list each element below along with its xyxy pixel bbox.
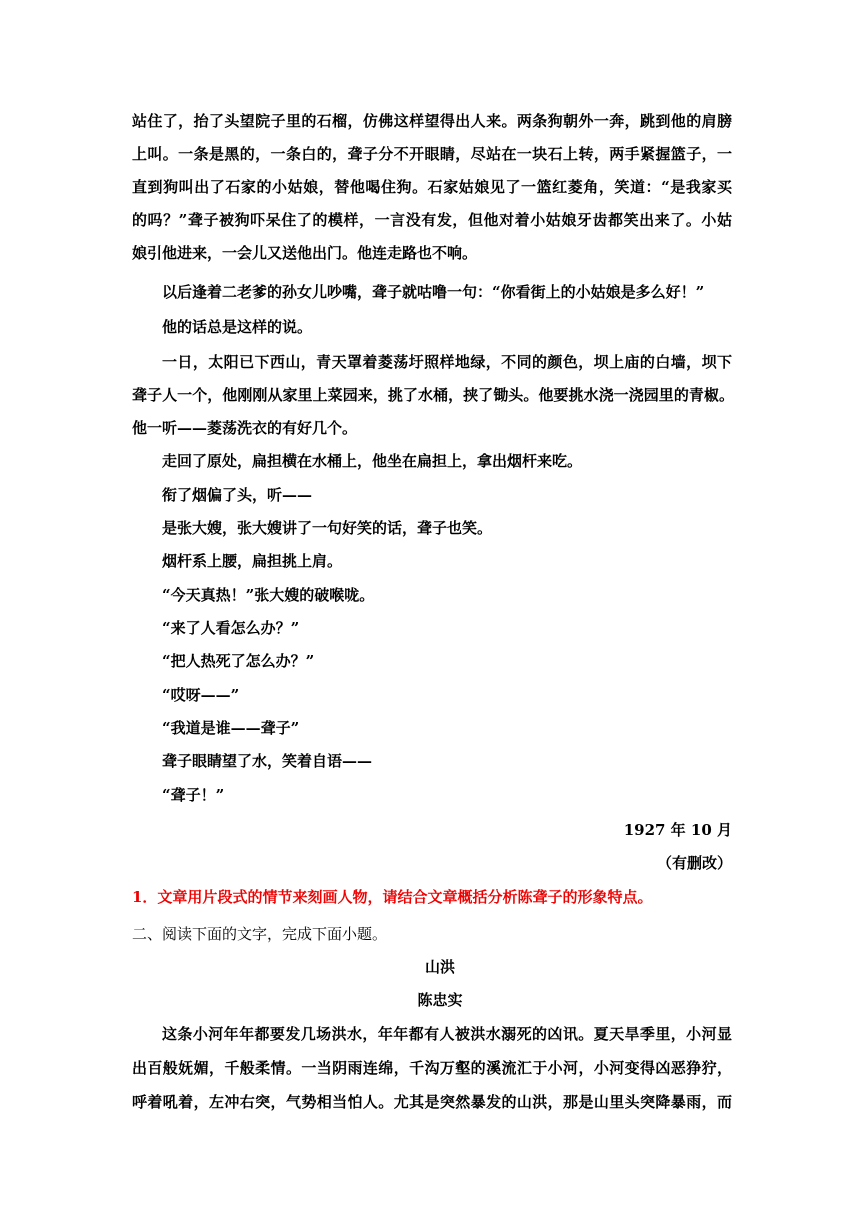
story-dialogue: “把人热死了怎么办？” — [162, 652, 315, 670]
story-dialogue: “哎呀——” — [162, 686, 240, 704]
story-paragraph-line: 聋子人一个，他刚刚从家里上菜园来，挑了水桶，挟了锄头。他要挑水浇一浇园里的青椒。 — [132, 386, 734, 404]
article-title: 山洪 — [424, 958, 455, 976]
story-paragraph-line: 的吗？”聋子被狗吓呆住了的模样，一言没有发，但他对着小姑娘牙齿都笑出来了。小姑 — [132, 211, 732, 229]
story-dialogue: “今天真热！”张大嫂的破喉咙。 — [162, 586, 375, 604]
story-paragraph: 烟杆系上腰，扁担挑上肩。 — [162, 552, 343, 570]
story-dialogue: “聋子！” — [162, 786, 225, 804]
article-paragraph-line: 这条小河年年都要发几场洪水，年年都有人被洪水溺死的凶讯。夏天旱季里，小河显 — [162, 1025, 732, 1043]
story-dialogue: “来了人看怎么办？” — [162, 619, 300, 637]
story-paragraph-line: 他一听——菱荡洗衣的有好几个。 — [132, 419, 358, 437]
section-heading: 二、阅读下面的文字，完成下面小题。 — [132, 925, 388, 943]
story-paragraph-line: 站住了，抬了头望院子里的石榴，仿佛这样望得出人来。两条狗朝外一奔，跳到他的肩膀 — [132, 112, 732, 130]
story-paragraph: 聋子眼睛望了水，笑着自语—— — [162, 752, 373, 770]
story-paragraph: 是张大嫂，张大嫂讲了一句好笑的话，聋子也笑。 — [162, 519, 493, 537]
story-dialogue: “我道是谁——聋子” — [162, 719, 300, 737]
story-note: （有删改） — [656, 854, 732, 872]
article-author: 陈忠实 — [417, 991, 463, 1009]
story-paragraph-line: 直到狗叫出了石家的小姑娘，替他喝住狗。石家姑娘见了一篮红菱角，笑道：“是我家买 — [132, 178, 732, 196]
story-paragraph-line: 一日，太阳已下西山，青天罩着菱荡圩照样地绿，不同的颜色，坝上庙的白墙，坝下 — [162, 353, 732, 371]
story-paragraph-line: 娘引他进来，一会儿又送他出门。他连走路也不响。 — [132, 244, 478, 262]
story-paragraph: 他的话总是这样的说。 — [162, 318, 313, 336]
story-paragraph-line: 上叫。一条是黑的，一条白的，聋子分不开眼睛，尽站在一块石上转，两手紧握篮子，一 — [132, 145, 732, 163]
story-date: 1927 年 10 月 — [623, 821, 732, 839]
article-paragraph-line: 呼着吼着，左冲右突，气势相当怕人。尤其是突然暴发的山洪，那是山里头突降暴雨，而 — [132, 1093, 732, 1111]
story-paragraph: 走回了原处，扁担横在水桶上，他坐在扁担上，拿出烟杆来吃。 — [162, 452, 583, 470]
question-1: 1．文章用片段式的情节来刻画人物，请结合文章概括分析陈聋子的形象特点。 — [132, 888, 653, 906]
story-paragraph: 衔了烟偏了头，听—— — [162, 486, 313, 504]
article-paragraph-line: 出百般妩媚，千般柔情。一当阴雨连绵，千沟万壑的溪流汇于小河，小河变得凶恶狰狞， — [132, 1059, 732, 1077]
story-paragraph: 以后逢着二老爹的孙女儿吵嘴，聋子就咕噜一句：“你看街上的小姑娘是多么好！” — [162, 283, 705, 301]
